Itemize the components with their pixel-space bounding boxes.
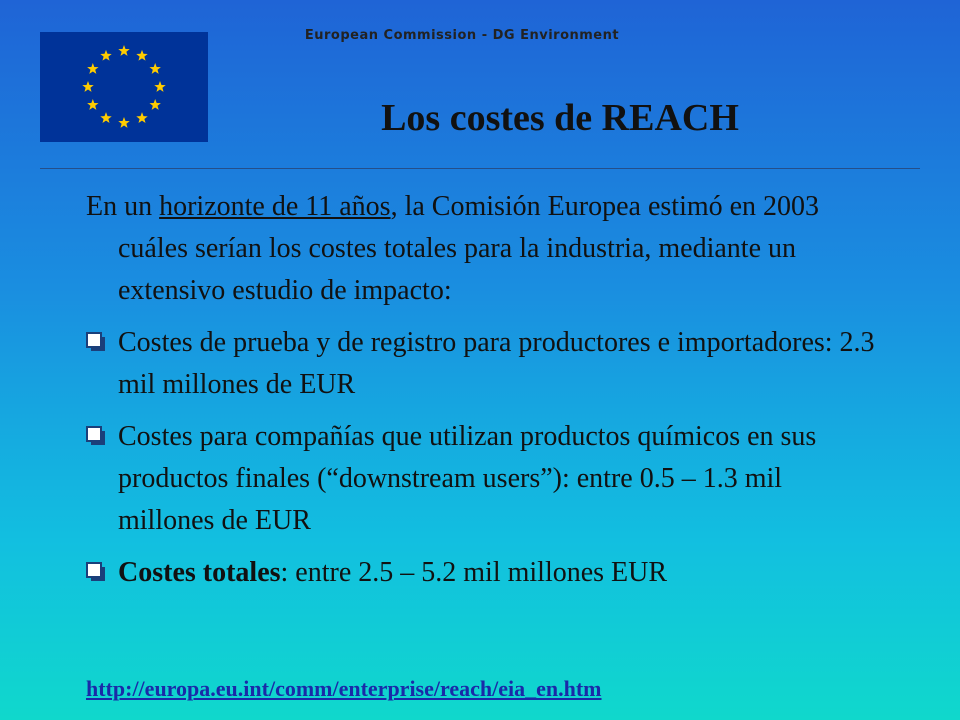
flag-star bbox=[118, 117, 129, 128]
flag-star bbox=[136, 112, 147, 123]
page-title: Los costes de REACH bbox=[381, 97, 739, 139]
bullet-item-testing-costs bbox=[86, 322, 876, 406]
flag-star bbox=[149, 63, 160, 74]
bullet-text: : entre 2.5 – 5.2 mil millones EUR bbox=[280, 557, 668, 588]
checkbox-bullet-icon bbox=[86, 332, 106, 352]
flag-star bbox=[149, 99, 160, 110]
flag-star bbox=[118, 45, 129, 56]
bullet-item-downstream-costs bbox=[86, 416, 876, 542]
eu-flag-icon bbox=[40, 32, 208, 142]
flag-star bbox=[136, 50, 147, 61]
flag-star bbox=[100, 50, 111, 61]
intro-pre: En un bbox=[86, 191, 160, 222]
source-link[interactable]: http://europa.eu.int/comm/enterprise/reach/eia_en.htm bbox=[86, 676, 602, 701]
checkbox-bullet-icon bbox=[86, 426, 106, 446]
intro-underlined: horizonte de 11 años bbox=[159, 191, 391, 222]
flag-star bbox=[82, 81, 93, 92]
bullet-item-total-costs bbox=[86, 552, 876, 594]
flag-star bbox=[87, 99, 98, 110]
checkbox-bullet-icon bbox=[86, 562, 106, 582]
slide-body bbox=[86, 186, 876, 604]
flag-star bbox=[100, 112, 111, 123]
intro-paragraph bbox=[86, 186, 876, 312]
title-divider bbox=[40, 168, 920, 169]
flag-star bbox=[154, 81, 165, 92]
organization-label: European Commission - DG Environment bbox=[304, 28, 620, 43]
flag-star bbox=[87, 63, 98, 74]
intro-post: , la Comisión Europea estimó en 2003 cuáles serían los costes totales para la industria, mediante un extensivo estudio de impacto: bbox=[118, 191, 820, 306]
bullet-text: Costes para compañías que utilizan productos químicos en sus productos finales (“downstream users”): entre 0.5 – 1.3 mil millones de EUR bbox=[118, 421, 817, 536]
bullet-text: Costes de prueba y de registro para productores e importadores: 2.3 mil millones de EUR bbox=[118, 327, 875, 400]
bullet-bold-label: Costes totales bbox=[118, 557, 281, 588]
